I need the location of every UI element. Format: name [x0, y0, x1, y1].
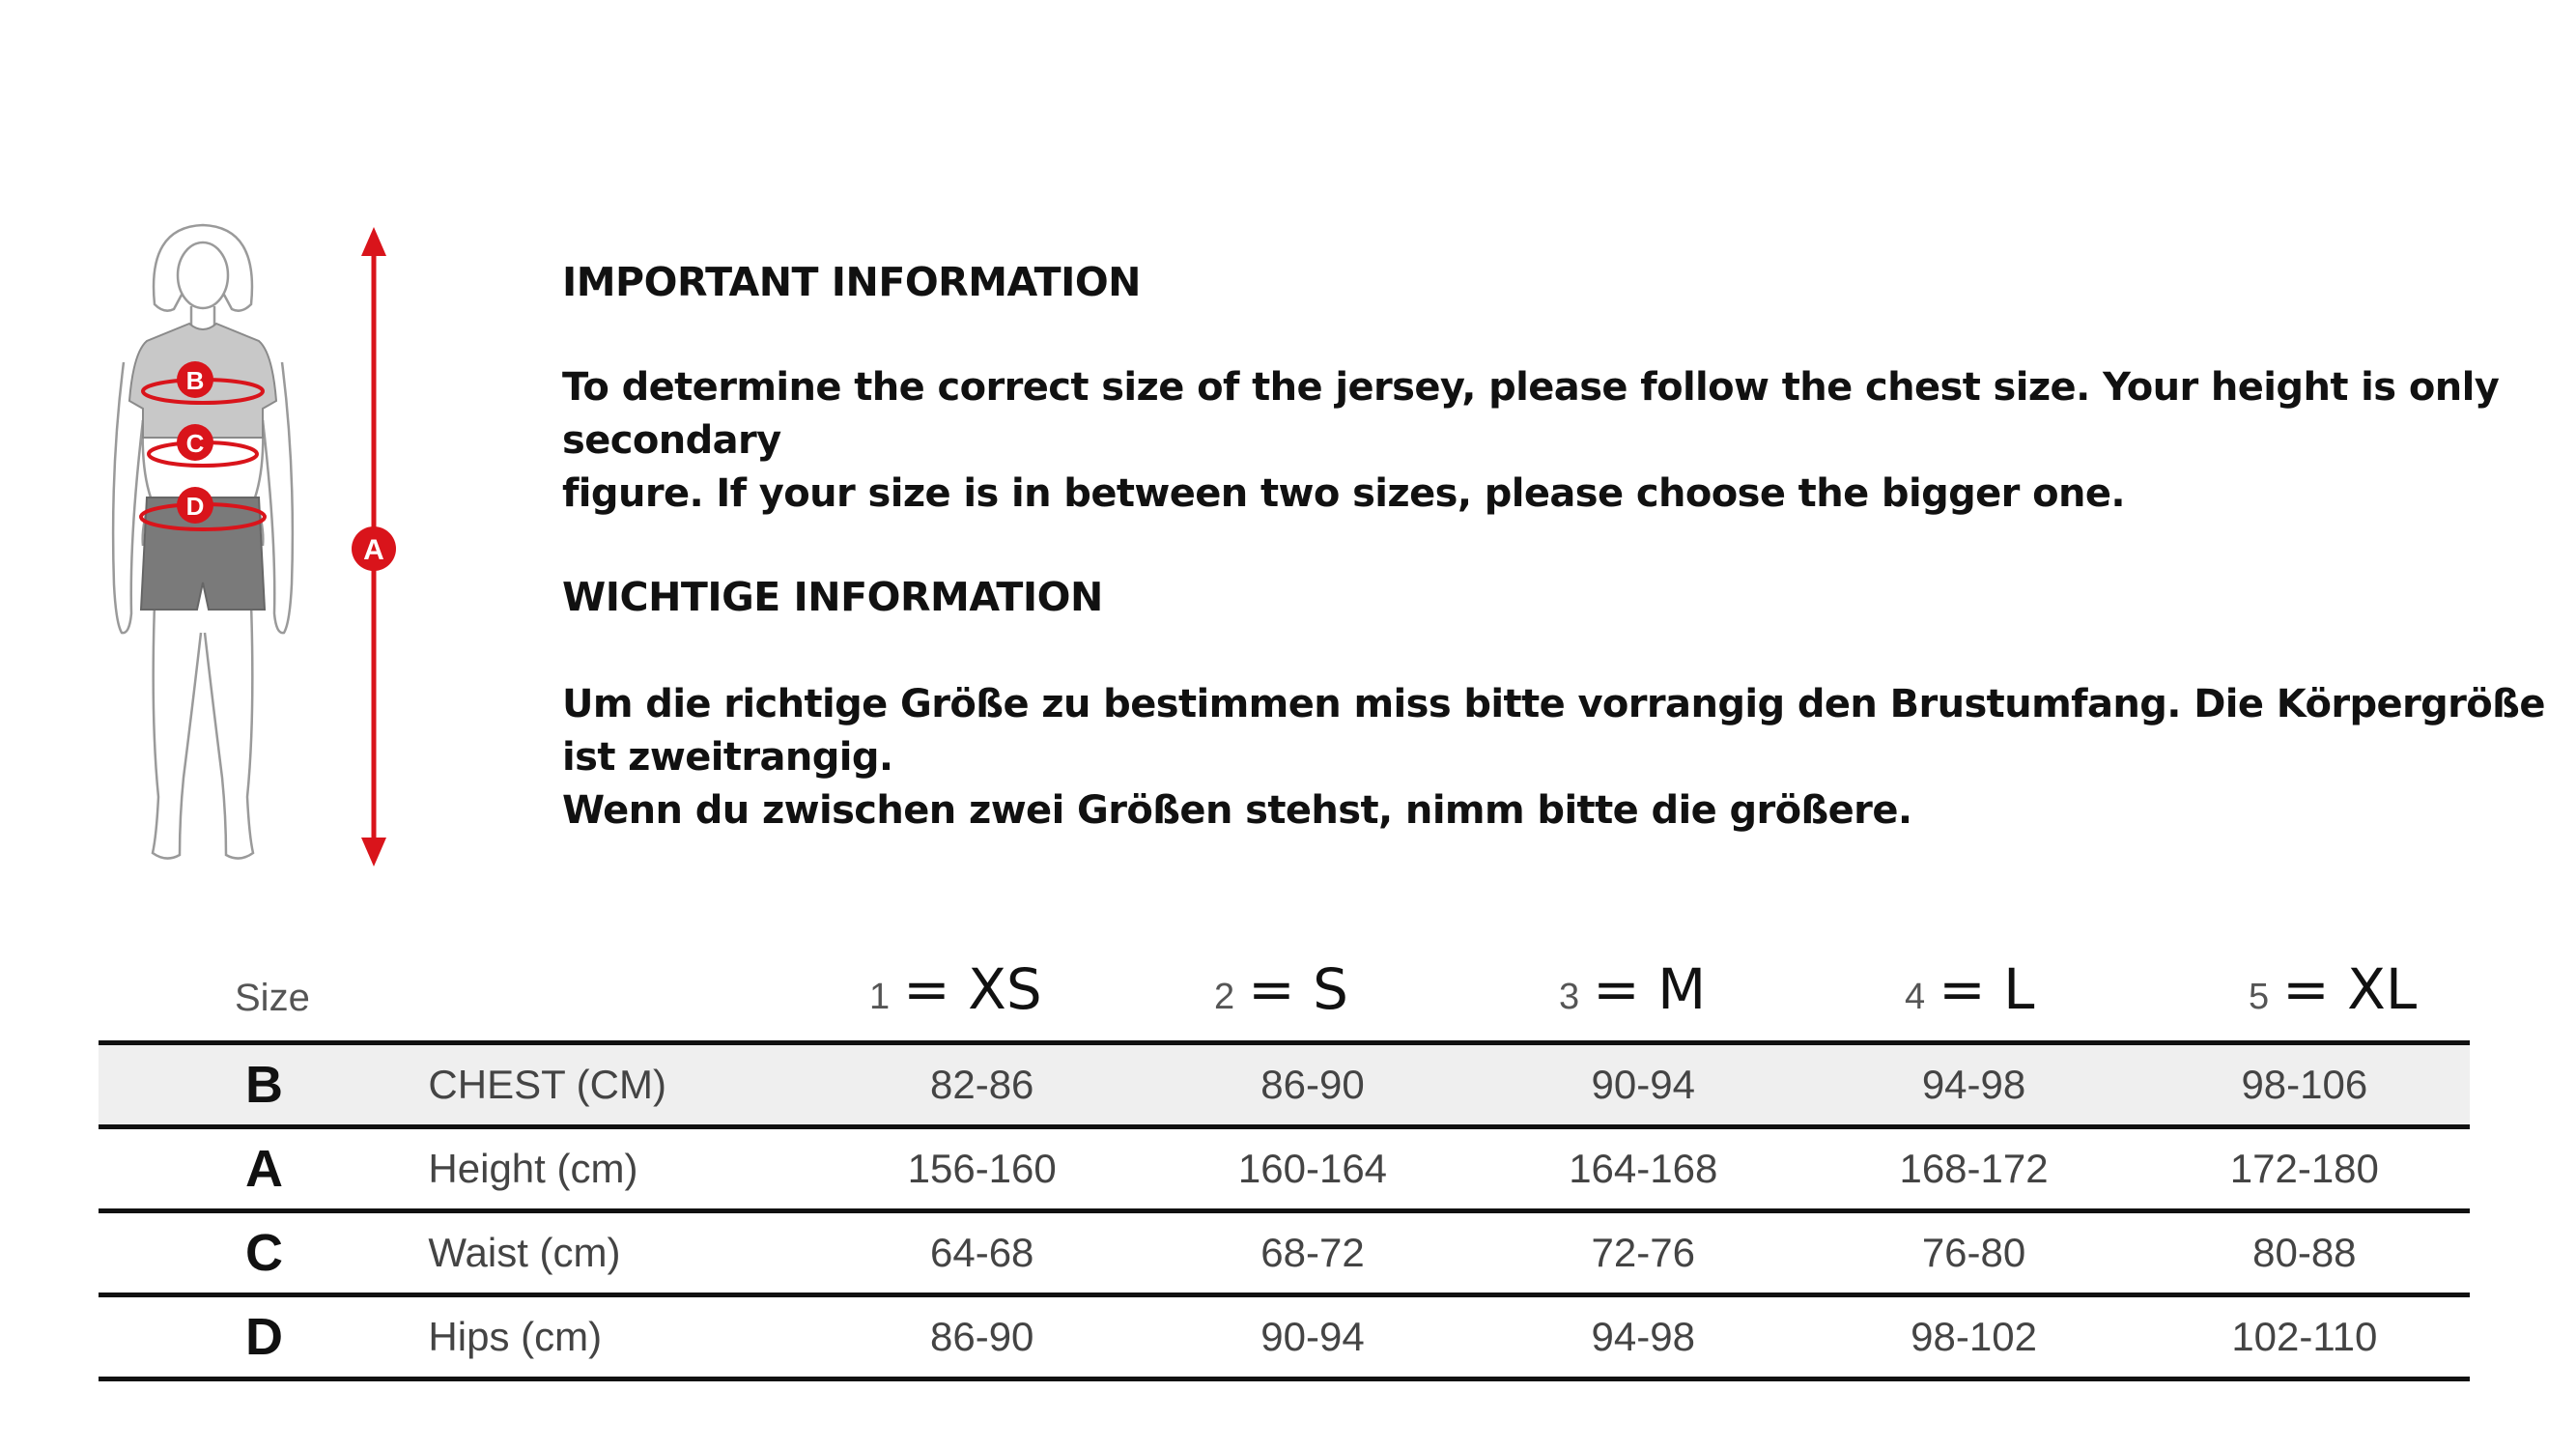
table-cell: 102-110	[2139, 1295, 2470, 1379]
body-measurement-figure	[97, 217, 425, 874]
wichtige-information-heading: WICHTIGE INFORMATION	[562, 574, 1103, 620]
table-cell: 90-94	[1478, 1043, 1808, 1127]
table-cell: 86-90	[1147, 1043, 1478, 1127]
size-code: = S	[1248, 956, 1348, 1022]
table-cell: 76-80	[1808, 1211, 2138, 1295]
size-number: 4	[1905, 977, 1926, 1017]
important-information-text	[562, 361, 2571, 521]
table-cell: 94-98	[1478, 1295, 1808, 1379]
size-xl-header	[2249, 956, 2417, 1034]
svg-text:C: C	[185, 429, 205, 458]
size-number: 2	[1214, 977, 1235, 1017]
table-cell: 82-86	[817, 1043, 1147, 1127]
row-measure-label: Height (cm)	[428, 1127, 816, 1211]
table-cell: 156-160	[817, 1127, 1147, 1211]
info-line: figure. If your size is in between two sizes, please choose the bigger one.	[562, 471, 2126, 516]
size-label: Size	[235, 977, 310, 1019]
marker-b-icon	[177, 361, 213, 398]
table-row-height	[99, 1127, 2470, 1211]
row-measure-label: CHEST (CM)	[428, 1043, 816, 1127]
table-cell: 172-180	[2139, 1127, 2470, 1211]
wichtige-information-text	[562, 678, 2571, 838]
size-chart-table	[99, 1040, 2470, 1381]
table-cell: 98-102	[1808, 1295, 2138, 1379]
size-m-header	[1559, 956, 1706, 1034]
table-cell: 86-90	[817, 1295, 1147, 1379]
row-measure-label: Hips (cm)	[428, 1295, 816, 1379]
size-l-header	[1905, 956, 2035, 1034]
size-code: = XL	[2282, 956, 2418, 1022]
svg-text:A: A	[363, 534, 384, 566]
size-number: 5	[2249, 977, 2270, 1017]
table-row-chest	[99, 1043, 2470, 1127]
row-letter: C	[99, 1211, 428, 1295]
size-s-header	[1214, 956, 1348, 1034]
table-cell: 98-106	[2139, 1043, 2470, 1127]
svg-text:D: D	[185, 492, 205, 521]
row-letter: D	[99, 1295, 428, 1379]
size-number: 1	[869, 977, 891, 1017]
row-letter: A	[99, 1127, 428, 1211]
table-cell: 168-172	[1808, 1127, 2138, 1211]
row-letter: B	[99, 1043, 428, 1127]
size-xs-header	[869, 956, 1042, 1034]
marker-c-icon	[177, 424, 213, 461]
size-code: = XS	[903, 956, 1042, 1022]
size-code: = M	[1593, 956, 1707, 1022]
table-cell: 68-72	[1147, 1211, 1478, 1295]
table-cell: 94-98	[1808, 1043, 2138, 1127]
important-information-heading: IMPORTANT INFORMATION	[562, 259, 1141, 305]
svg-text:B: B	[185, 366, 205, 395]
table-cell: 90-94	[1147, 1295, 1478, 1379]
table-cell: 72-76	[1478, 1211, 1808, 1295]
marker-d-icon	[177, 487, 213, 524]
height-arrow-icon	[352, 227, 396, 867]
info-line: To determine the correct size of the jersey, please follow the chest size. Your height is only secondary	[562, 365, 2500, 463]
table-cell: 164-168	[1478, 1127, 1808, 1211]
info-line: Wenn du zwischen zwei Größen stehst, nimm bitte die größere.	[562, 788, 1912, 833]
info-line: Um die richtige Größe zu bestimmen miss bitte vorrangig den Brustumfang. Die Körpergröße ist zweitrangig.	[562, 682, 2545, 780]
size-header-row	[0, 956, 2576, 1034]
size-code: = L	[1939, 956, 2035, 1022]
table-cell: 160-164	[1147, 1127, 1478, 1211]
size-number: 3	[1559, 977, 1580, 1017]
row-measure-label: Waist (cm)	[428, 1211, 816, 1295]
table-cell: 64-68	[817, 1211, 1147, 1295]
table-row-waist	[99, 1211, 2470, 1295]
table-row-hips	[99, 1295, 2470, 1379]
table-cell: 80-88	[2139, 1211, 2470, 1295]
